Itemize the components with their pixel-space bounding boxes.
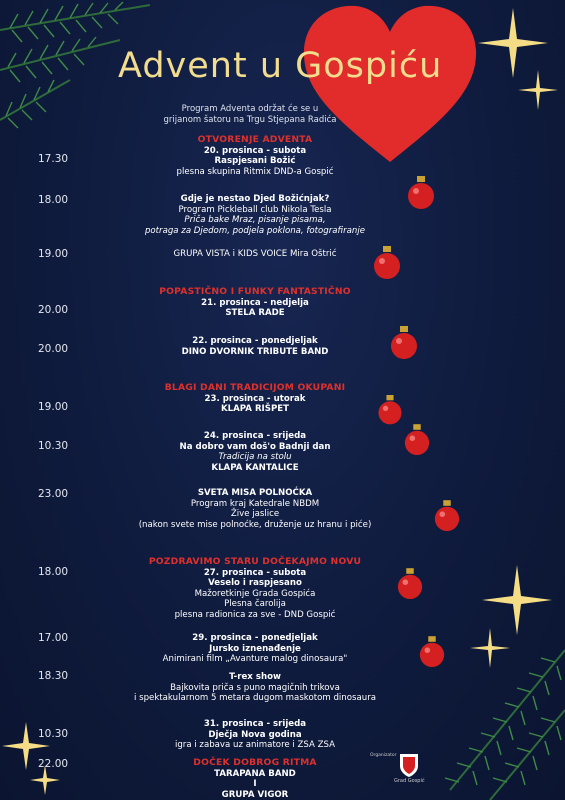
section-heading: OTVORENJE ADVENTA — [197, 134, 313, 145]
program-block: POZDRAVIMO STARU DOČEKAJMO NOVU 27. prosinca - subota Veselo i raspjesano Mažoretkinje Grada Gospića Plesna čarolija plesna radionica za sve - DND Gospić — [90, 557, 420, 621]
time-label: 18.00 — [38, 194, 69, 206]
time-label: 17.00 — [38, 632, 69, 644]
ornament-icon — [433, 500, 461, 534]
organizer-name: Grad Gospić — [394, 778, 425, 784]
time-label: 20.00 — [38, 304, 69, 316]
organizer-label: Organizator — [370, 753, 397, 758]
program-block: 24. prosinca - srijeda Na dobro vam doš'o Badnji dan Tradicija na stolu KLAPA KANTALICE — [179, 431, 331, 473]
program-block: DOČEK DOBROG RITMA TARAPANA BAND I GRUPA VIGOR — [90, 758, 420, 800]
time-label: 20.00 — [38, 343, 69, 355]
program-block: Gdje je nestao Djed Božićnjak? Program Pickleball club Nikola Tesla Priča bake Mraz, pisanje pisama, potraga za Djedom, podjela poklona, fotografiranje — [144, 194, 366, 236]
star-small-right-icon — [518, 70, 558, 110]
time-label: 22.00 — [38, 758, 69, 770]
time-label: 19.00 — [38, 248, 69, 260]
time-label: 10.30 — [38, 728, 69, 740]
program-block: 29. prosinca - ponedjeljak Jursko iznenađenje Animirani film „Avanture malog dinosaura" — [162, 633, 348, 665]
program-block: OTVORENJE ADVENTA 20. prosinca - subota Raspjesani Božić plesna skupina Ritmix DND-a Gospić — [90, 135, 420, 177]
section-heading: BLAGI DANI TRADICIJOM OKUPANI — [164, 382, 346, 393]
time-label: 18.30 — [38, 670, 69, 682]
program-block: T-rex show Bajkovita priča s puno magičnih trikova i spektakularnom 5 metara dugom maskotom dinosaura — [133, 672, 376, 704]
star-top-right-icon — [478, 8, 548, 78]
time-label: 19.00 — [38, 401, 69, 413]
program-block: POPASTIČNO I FUNKY FANTASTIČNO 21. prosinca - nedjelja STELA RADE — [90, 287, 420, 319]
program-block: 31. prosinca - srijeda Dječja Nova godina igra i zabava uz animatore i ZSA ZSA — [174, 719, 336, 751]
intro-text: Program Adventa održat će se u grijanom šatoru na Trgu Stjepana Radića — [163, 104, 337, 125]
section-heading: POZDRAVIMO STARU DOČEKAJMO NOVU — [148, 556, 362, 567]
program-block: BLAGI DANI TRADICIJOM OKUPANI 23. prosinca - utorak KLAPA RIŠPET — [90, 383, 420, 415]
time-label: 18.00 — [38, 566, 69, 578]
section-heading: POPASTIČNO I FUNKY FANTASTIČNO — [159, 286, 351, 297]
star-bottom-right-icon — [482, 565, 552, 635]
pine-branch-bottom-right-icon — [430, 640, 565, 800]
time-label: 10.30 — [38, 440, 69, 452]
time-label: 17.30 — [38, 153, 69, 165]
time-label: 23.00 — [38, 488, 69, 500]
program-block: GRUPA VISTA i KIDS VOICE Mira Oštrić — [173, 249, 337, 259]
ornament-icon — [418, 636, 446, 670]
page-title: Advent u Gospiću — [118, 46, 443, 86]
section-heading: DOČEK DOBROG RITMA — [193, 757, 317, 768]
program-block: SVETA MISA POLNOĆKA Program kraj Katedrale NBDM Žive jaslice (nakon svete mise polnoćke, druženje uz hranu i piće) — [138, 488, 372, 530]
program-block: 22. prosinca - ponedjeljak DINO DVORNIK TRIBUTE BAND — [181, 336, 329, 357]
city-crest-icon — [398, 752, 420, 778]
